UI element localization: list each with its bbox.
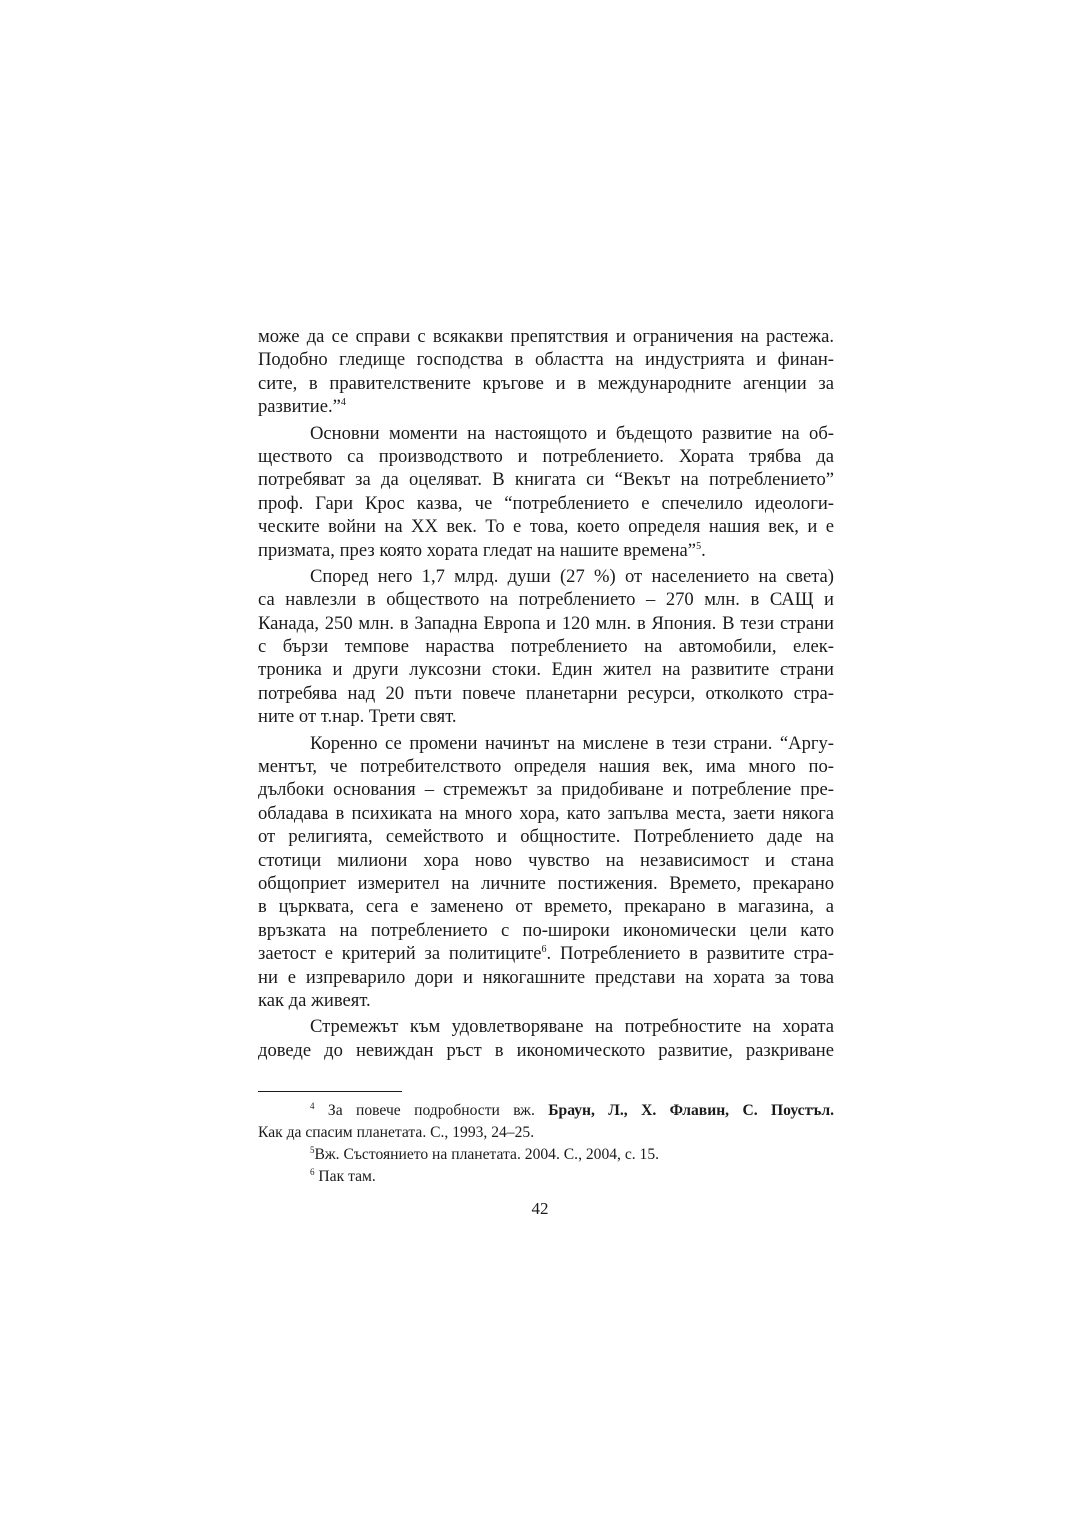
text-line: с бързи темпове нараства потреблението на автомобили, елек-	[258, 636, 834, 658]
footnote-ref-5: 5	[696, 540, 702, 552]
text-line: Основни моменти на настоящото и бъдещото развитие на об-	[310, 422, 834, 444]
paragraph-4	[258, 732, 834, 1013]
text-line	[258, 539, 834, 562]
text-fragment: заетост е критерий за политиците	[258, 943, 542, 965]
text-line: в църквата, сега е заменено от времето, прекарано в магазина, а	[258, 896, 834, 918]
text-line: Канада, 250 млн. в Западна Европа и 120 млн. в Япония. В тези страни	[258, 612, 834, 634]
footnote-text: Пак там.	[318, 1168, 376, 1185]
footnote-authors: Браун, Л., Х. Флавин, С. Поустъл.	[548, 1102, 834, 1119]
footnote-ref-6: 6	[541, 944, 547, 956]
text-line: потребява над 20 пъти повече планетарни ресурси, отколкото стра-	[258, 682, 834, 704]
text-line: са навлезли в обществото на потреблението – 270 млн. в САЩ и	[258, 589, 834, 611]
text-line: проф. Гари Крос казва, че “потреблението е спечелило идеологи-	[258, 492, 834, 514]
text-line: Коренно се промени начинът на мислене в тези страни. “Аргу-	[310, 732, 834, 754]
text-line: връзката на потреблението с по-широки икономически цели като	[258, 919, 834, 941]
footnote-4-line-2: Как да спасим планетата. С., 1993, 24–25.	[258, 1124, 535, 1141]
text-fragment: развитие.”	[258, 396, 341, 418]
footnote-number: 6	[310, 1167, 315, 1177]
text-line: може да се справи с всякакви препятствия и ограничения на растежа.	[258, 326, 834, 347]
text-line: обладава в психиката на много хора, като запълва места, заети някога	[258, 802, 834, 824]
footnote-text: Вж. Състоянието на планетата. 2004. С., 2004, с. 15.	[314, 1146, 660, 1163]
text-line: потребяват за да оцеляват. В книгата си “Векът на потреблението”	[258, 469, 834, 491]
paragraph-2	[258, 422, 834, 562]
footnote-text: За повече подробности вж.	[327, 1102, 535, 1119]
footnotes	[258, 1100, 834, 1188]
page-number: 42	[531, 1199, 549, 1218]
text-line: ните от т.нар. Трети свят.	[258, 706, 457, 728]
paragraph-3	[258, 565, 834, 729]
main-text	[258, 325, 834, 1065]
footnote-separator	[258, 1091, 402, 1092]
text-line: от религията, семейството и общностите. Потреблението даде на	[258, 826, 834, 848]
text-fragment: .	[701, 539, 706, 561]
paragraph-1	[258, 325, 834, 419]
paragraph-5	[258, 1015, 834, 1062]
text-line: Според него 1,7 млрд. души (27 %) от населението на света)	[310, 565, 834, 587]
text-line: ческите войни на XX век. То е това, което определя нашия век, и е	[258, 516, 834, 538]
text-line: Стремежът към удовлетворяване на потребностите на хората	[310, 1016, 834, 1038]
text-line: ни е изпреварило дори и някогашните представи на хората за това	[258, 966, 834, 988]
text-line: как да живеят.	[258, 989, 371, 1011]
footnote-6	[258, 1166, 834, 1188]
text-line	[258, 395, 834, 418]
text-fragment: . Потреблението в развитите стра-	[546, 943, 834, 965]
text-line: стотици милиони хора ново чувство на независимост и стана	[258, 849, 834, 871]
text-line: ществото са производството и потреблението. Хората трябва да	[258, 445, 834, 467]
text-line: троника и други луксозни стоки. Един жител на развитите страни	[258, 659, 834, 681]
text-line: доведе до невиждан ръст в икономическото развитие, разкриване	[258, 1039, 834, 1061]
footnote-5	[258, 1144, 834, 1166]
text-line: дълбоки основания – стремежът за придобиване и потребление пре-	[258, 779, 834, 801]
text-line: общоприет измерител на личните постижения. Времето, прекарано	[258, 872, 834, 894]
text-fragment: призмата, през която хората гледат на нашите времена”	[258, 539, 697, 561]
footnote-ref-4: 4	[340, 397, 346, 409]
footnote-number: 4	[310, 1101, 315, 1111]
text-line: ментът, че потребителството определя нашия век, има много по-	[258, 756, 834, 778]
text-line	[258, 942, 834, 965]
footnote-4	[258, 1100, 834, 1122]
text-line: сите, в правителствените кръгове и в международните агенции за	[258, 372, 834, 394]
footnote-number: 5	[310, 1145, 315, 1155]
text-line: Подобно гледище господства в областта на индустрията и финан-	[258, 349, 834, 371]
